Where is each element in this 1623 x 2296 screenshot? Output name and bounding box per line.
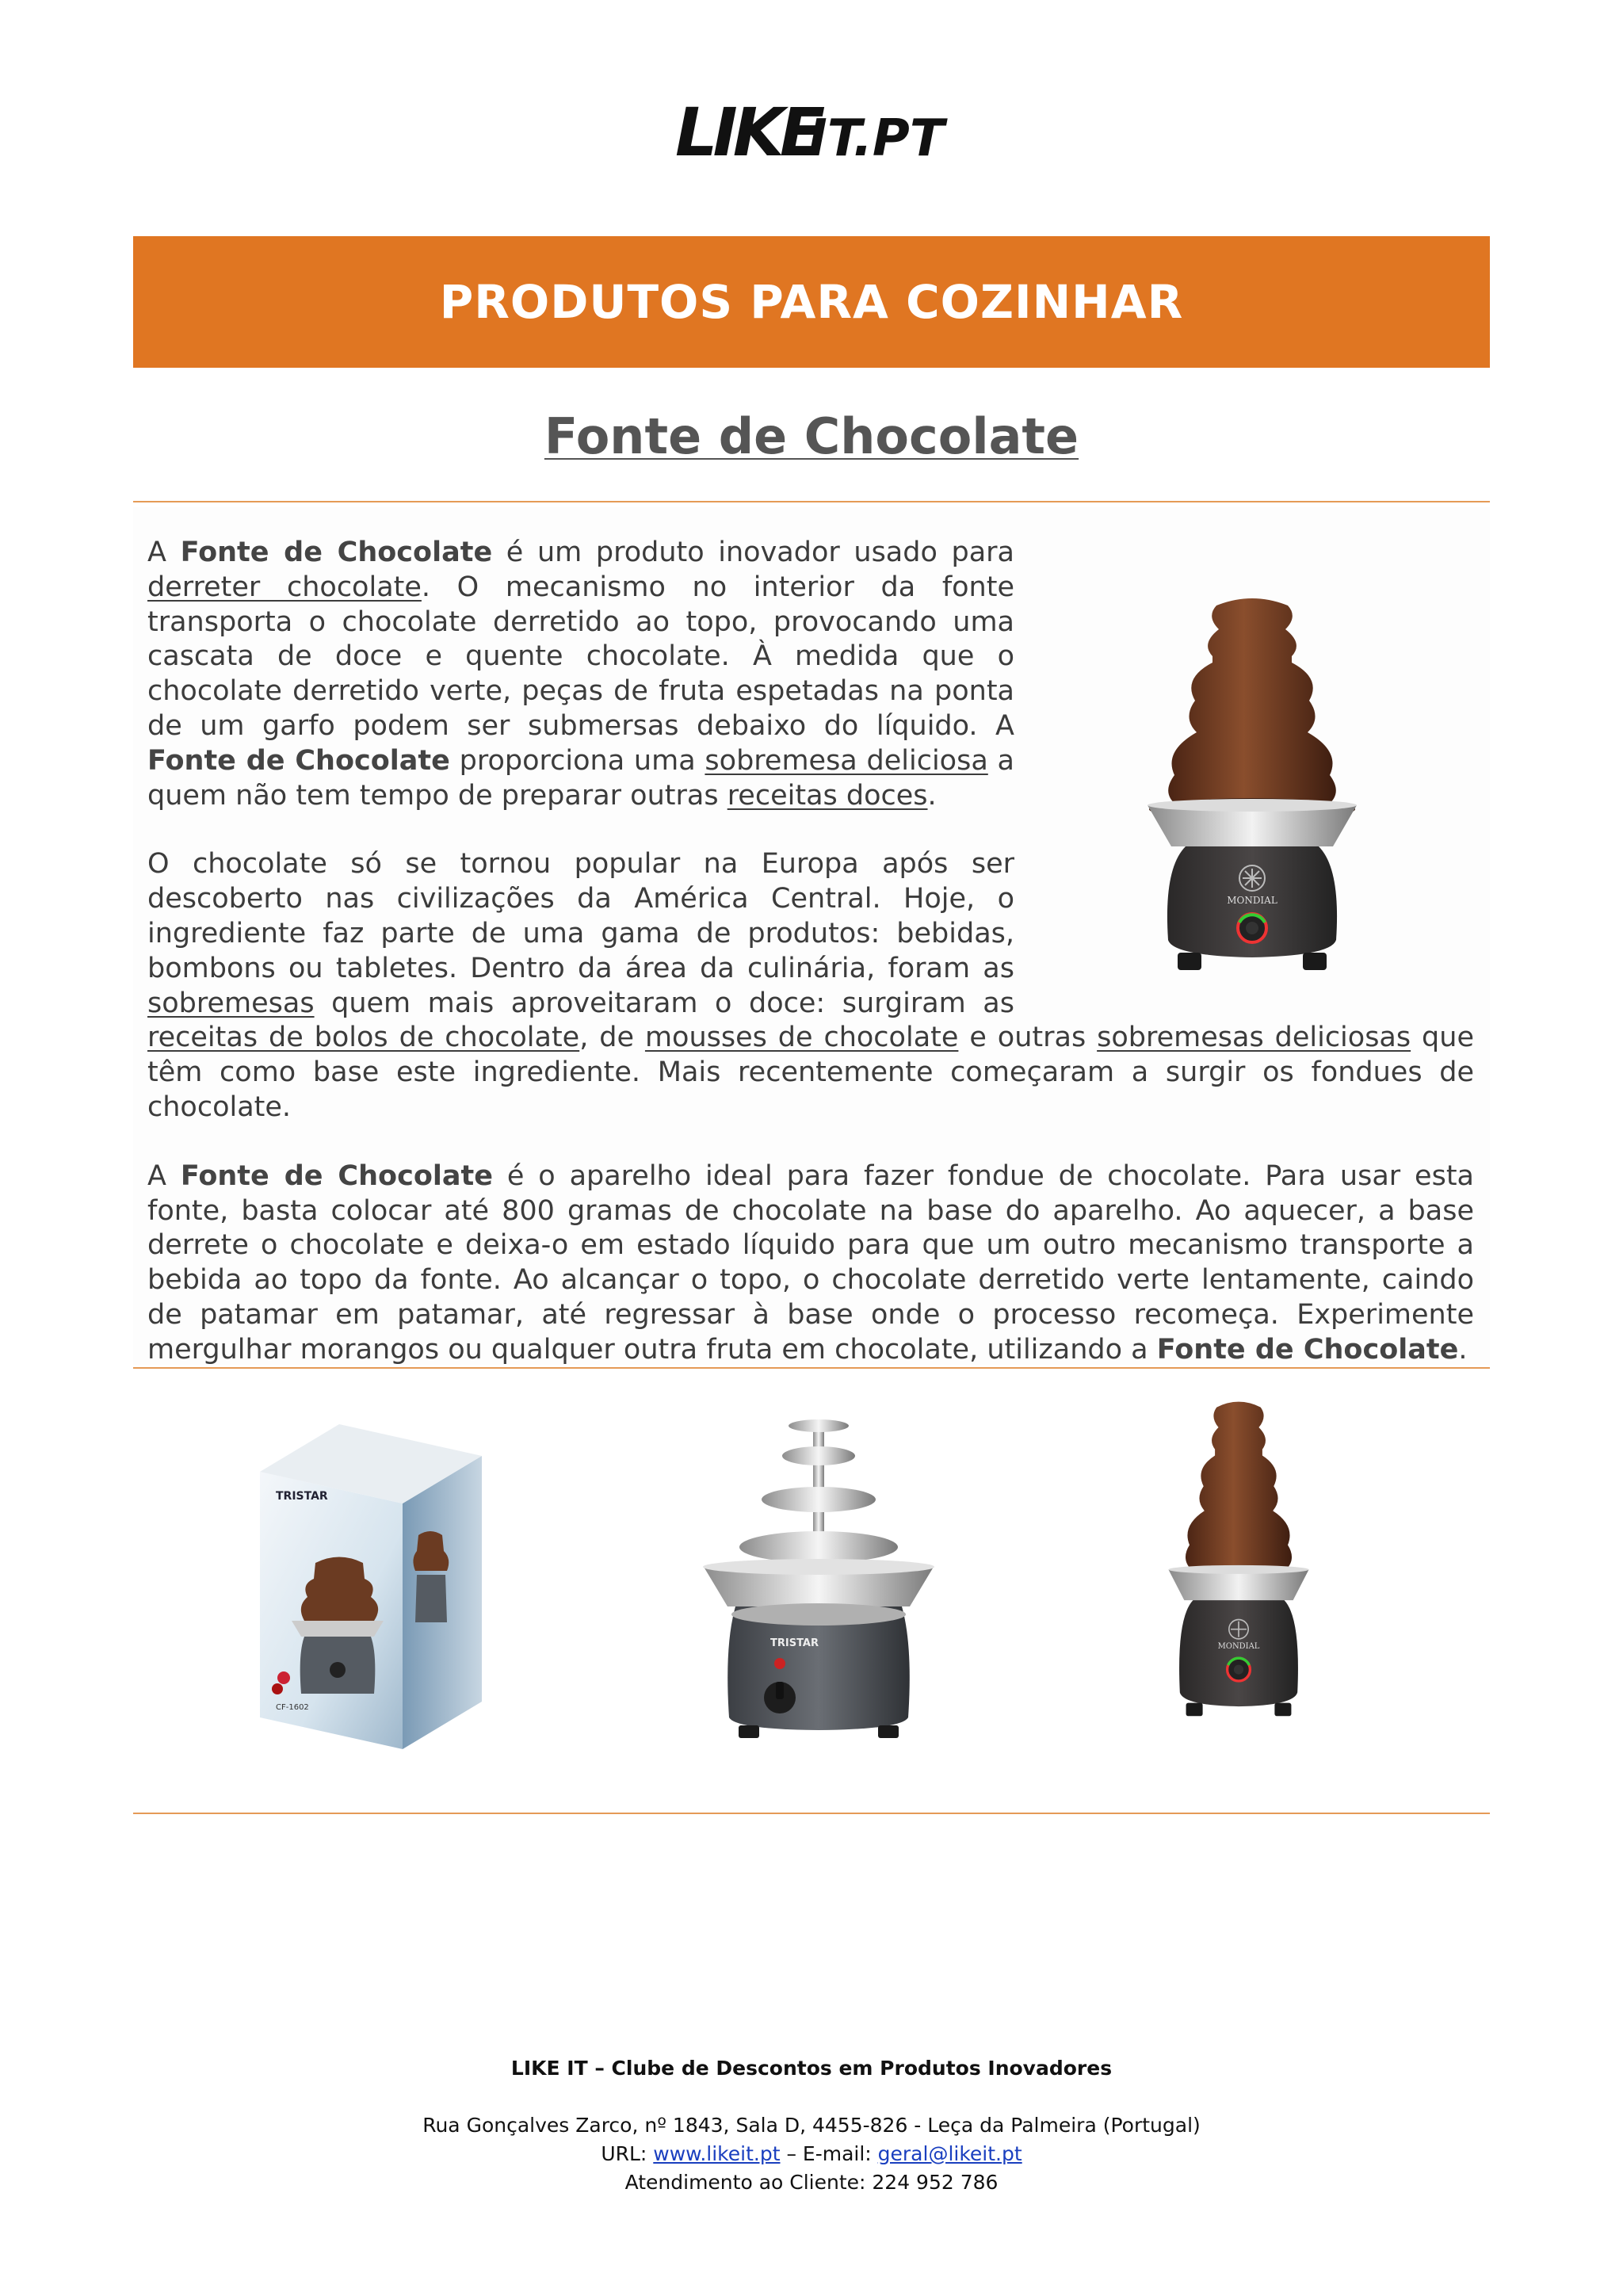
link-receitas-doces[interactable]: receitas doces [727, 779, 928, 812]
link-receitas-bolos-chocolate[interactable]: receitas de bolos de chocolate [147, 1022, 580, 1054]
divider-bottom [133, 1813, 1490, 1814]
bold-product-name: Fonte de Chocolate [180, 1159, 493, 1192]
footer-organization: LIKE IT – Clube de Descontos em Produtos Inovadores [510, 2057, 1113, 2080]
link-sobremesa-deliciosa[interactable]: sobremesa deliciosa [705, 744, 988, 777]
bold-product-name: Fonte de Chocolate [1156, 1333, 1459, 1366]
footer-phone: Atendimento ao Cliente: 224 952 786 [624, 2171, 999, 2194]
article-section [133, 507, 1490, 1365]
brand-label-mondial-gallery: MONDIAL [1217, 1642, 1260, 1652]
footer-url-link[interactable]: www.likeit.pt [653, 2142, 781, 2165]
gallery-image-tristar-box[interactable] [228, 1416, 514, 1757]
bold-product-name: Fonte de Chocolate [180, 537, 493, 568]
paragraph-intro: A Fonte de Chocolate é um produto inovador usado para derreter chocolate. O mecanismo no interior da fonte transporta o chocolate derretido ao topo, provocando uma cascata de doce e quente chocolate. À medida que o chocolate derretido verte, peças de fruta espetadas na ponta de um garfo podem ser submersas debaixo do líquido. A Fonte de Chocolate proporciona uma sobremesa deliciosa a quem não tem tempo de preparar outras receitas doces. [147, 537, 1015, 812]
gallery-image-tristar-fountain[interactable] [688, 1408, 949, 1765]
divider-top [133, 501, 1490, 502]
logo-text-like: LIKE [675, 94, 821, 165]
likeit-logo-graphic [675, 94, 953, 165]
link-sobremesas[interactable]: sobremesas [147, 987, 315, 1019]
link-derreter-chocolate[interactable]: derreter chocolate [147, 571, 422, 603]
brand-label-mondial: MONDIAL [1227, 895, 1277, 906]
gallery-image-mondial-fountain[interactable] [1116, 1392, 1361, 1773]
category-banner [133, 236, 1490, 368]
product-image-mondial [1030, 567, 1474, 1011]
category-title: PRODUTOS PARA COZINHAR [439, 275, 1184, 329]
link-mousses-chocolate[interactable]: mousses de chocolate [644, 1022, 959, 1054]
paragraph-usage: A Fonte de Chocolate é o aparelho ideal para fazer fondue de chocolate. Para usar esta fonte, basta colocar até 800 gramas de chocolate na base do aparelho. Ao aquecer, a base derrete o chocolate e deixa-o em estado líquido para que um outro mecanismo transporte a bebida ao topo da fonte. Ao alcançar o topo, o chocolate derretido verte lentamente, caindo de patamar em patamar, até regressar à base onde o processo recomeça. Experimente mergulhar morangos ou qualquer outra fruta em chocolate, utilizando a Fonte de Chocolate. [147, 1159, 1474, 1366]
footer [0, 2054, 1623, 2197]
box-model-label: CF-1602 [276, 1703, 309, 1712]
footer-contacts: URL: www.likeit.pt – E-mail: geral@likeit.pt [601, 2142, 1022, 2165]
product-title[interactable]: Fonte de Chocolate [544, 407, 1079, 465]
link-sobremesas-deliciosas[interactable]: sobremesas deliciosas [1097, 1022, 1411, 1054]
footer-address: Rua Gonçalves Zarco, nº 1843, Sala D, 4455-826 - Leça da Palmeira (Portugal) [422, 2114, 1201, 2137]
bold-product-name: Fonte de Chocolate [147, 744, 450, 777]
paragraph-history: O chocolate só se tornou popular na Europa após ser descoberto nas civilizações da América Central. Hoje, o ingrediente faz parte de uma gama de produtos: bebidas, bombons ou tabletes. Dentro da área da culinária, foram as sobremesas quem mais aproveitaram o doce: surgiram as receitas de bolos de chocolate, de mousses de chocolate e outras sobremesas deliciosas que têm como base este ingrediente. Mais recentemente começaram a surgir os fondues de chocolate. [147, 848, 1474, 1123]
article-text [147, 536, 1474, 1402]
brand-label-tristar-box: TRISTAR [276, 1490, 328, 1503]
footer-email-link[interactable]: geral@likeit.pt [877, 2142, 1022, 2165]
logo-text-itpt: IT.PT [808, 109, 945, 165]
brand-label-tristar: TRISTAR [770, 1637, 819, 1649]
likeit-logo[interactable] [675, 94, 953, 165]
product-gallery [133, 1369, 1490, 1813]
